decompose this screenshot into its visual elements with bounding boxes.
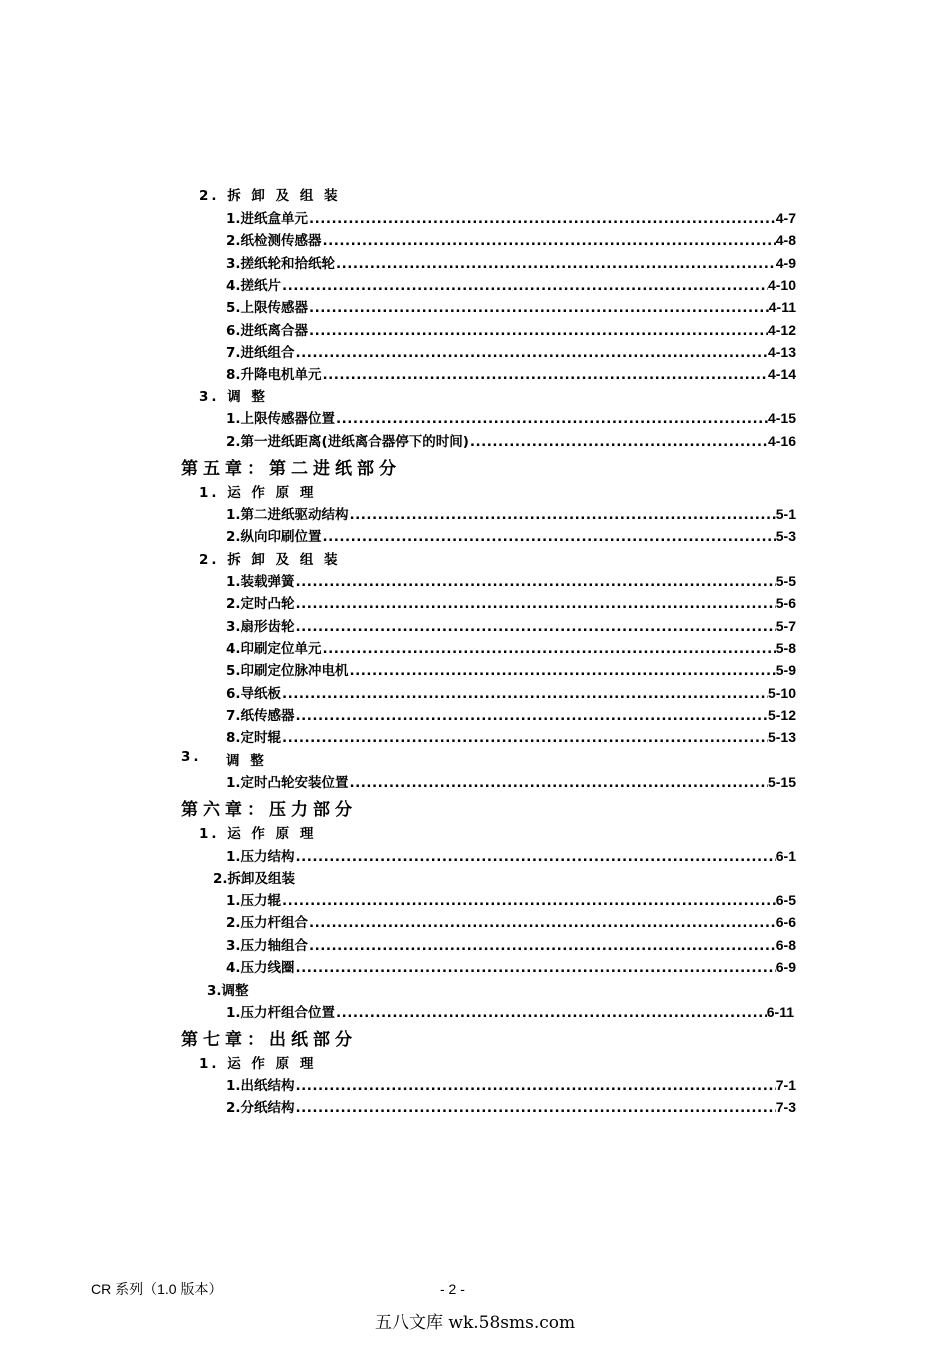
toc-leader-dots <box>281 730 768 746</box>
toc-entry-title: 8.定时辊 <box>226 730 282 747</box>
toc-entry-title: 6.进纸离合器 <box>226 322 309 339</box>
toc-entry-page: 7-1 <box>775 1077 796 1093</box>
toc-entry[interactable] <box>226 229 796 249</box>
toc-leader-dots <box>322 529 776 545</box>
section-heading: 3. 调 整 <box>199 389 268 405</box>
section-heading: 2. 拆 卸 及 组 装 <box>199 188 341 204</box>
toc-entry[interactable] <box>226 1074 796 1094</box>
section-heading: 1. 运 作 原 理 <box>199 1056 317 1072</box>
toc-entry-page: 6-11 <box>766 1004 794 1020</box>
toc-entry-title: 1.进纸盒单元 <box>226 211 309 227</box>
chapter-heading: 第六章：压力部分 <box>181 800 357 820</box>
toc-entry-title: 3.压力轴组合 <box>226 937 309 954</box>
toc-entry[interactable] <box>226 296 796 316</box>
toc-entry-title: 1.出纸结构 <box>226 1078 295 1094</box>
toc-entry[interactable] <box>226 911 796 931</box>
toc-entry-page: 6-6 <box>775 914 796 931</box>
section-heading: 调 整 <box>226 753 267 769</box>
toc-entry-page: 4-7 <box>775 210 796 226</box>
toc-entry-page: 4-13 <box>767 343 796 360</box>
section-heading: 2. 拆 卸 及 组 装 <box>199 552 341 568</box>
toc-leader-dots <box>295 849 776 865</box>
toc-entry[interactable] <box>226 252 796 272</box>
toc-entry-page: 7-3 <box>775 1099 796 1116</box>
toc-entry-page: 6-8 <box>775 936 796 953</box>
toc-entry[interactable] <box>226 592 796 612</box>
section-heading: 3.调整 <box>207 983 249 999</box>
toc-entry-page: 4-15 <box>767 410 796 426</box>
toc-entry[interactable] <box>226 726 796 746</box>
toc-entry[interactable] <box>226 615 796 635</box>
toc-leader-dots <box>295 1078 776 1094</box>
toc-leader-dots <box>281 686 768 702</box>
toc-entry[interactable] <box>226 845 796 865</box>
toc-leader-dots <box>335 256 776 272</box>
toc-entry-page: 5-10 <box>767 684 796 701</box>
toc-entry-title: 1.上限传感器位置 <box>226 411 336 427</box>
toc-entry-title: 2.纸检测传感器 <box>226 233 322 250</box>
toc-entry-title: 2.分纸结构 <box>226 1100 295 1117</box>
toc-entry-title: 4.印刷定位单元 <box>226 640 322 657</box>
toc-entry[interactable] <box>226 934 796 954</box>
toc-entry[interactable] <box>226 341 796 361</box>
toc-entry-page: 5-13 <box>767 729 796 746</box>
toc-leader-dots <box>281 893 776 909</box>
toc-leader-dots <box>349 507 776 523</box>
toc-entry-page: 5-9 <box>775 662 796 679</box>
toc-entry[interactable] <box>226 430 796 450</box>
toc-entry-title: 7.进纸组合 <box>226 344 295 361</box>
toc-leader-dots <box>335 411 768 427</box>
toc-entry-title: 5.印刷定位脉冲电机 <box>226 663 349 680</box>
toc-entry-page: 4-12 <box>767 321 796 338</box>
toc-leader-dots <box>308 300 769 316</box>
toc-entry[interactable] <box>226 570 796 590</box>
toc-leader-dots <box>295 708 768 724</box>
toc-leader-dots <box>322 367 768 383</box>
toc-entry[interactable] <box>226 407 796 427</box>
toc-entry-page: 5-7 <box>775 617 796 634</box>
toc-leader-dots <box>295 960 776 976</box>
toc-entry-title: 2.纵向印刷位置 <box>226 529 322 546</box>
toc-entry-title: 3.搓纸轮和拾纸轮 <box>226 255 336 272</box>
page-number: - 2 - <box>440 1281 465 1297</box>
toc-entry-page: 5-3 <box>775 528 796 545</box>
toc-entry[interactable] <box>226 659 796 679</box>
toc-entry[interactable] <box>226 637 796 657</box>
toc-leader-dots <box>308 211 776 227</box>
toc-entry-title: 4.压力线圈 <box>226 959 295 976</box>
toc-entry-title: 1.第二进纸驱动结构 <box>226 507 349 523</box>
chapter-heading: 第七章：出纸部分 <box>181 1030 357 1050</box>
toc-entry[interactable] <box>226 363 796 383</box>
toc-leader-dots <box>349 775 768 791</box>
toc-entry-page: 5-8 <box>775 639 796 656</box>
section-heading: 1. 运 作 原 理 <box>199 485 317 501</box>
toc-entry-title: 1.压力结构 <box>226 849 295 865</box>
toc-leader-dots <box>295 619 776 635</box>
toc-entry[interactable] <box>226 503 796 523</box>
section-heading: 1. 运 作 原 理 <box>199 826 317 842</box>
toc-entry-title: 2.第一进纸距离(进纸离合器停下的时间) <box>226 433 469 450</box>
toc-leader-dots <box>469 434 768 450</box>
toc-entry-title: 1.压力辊 <box>226 893 282 909</box>
toc-entry-page: 5-12 <box>767 706 796 723</box>
toc-entry-title: 1.装载弹簧 <box>226 574 295 590</box>
footer-version: CR 系列（1.0 版本） <box>91 1281 223 1297</box>
toc-entry-page: 4-9 <box>775 254 796 271</box>
toc-entry-page: 5-1 <box>775 506 796 522</box>
chapter-heading: 第五章：第二进纸部分 <box>181 459 401 479</box>
toc-entry[interactable] <box>226 319 796 339</box>
toc-leader-dots <box>308 915 776 931</box>
toc-leader-dots <box>308 323 768 339</box>
toc-leader-dots <box>295 574 776 590</box>
toc-entry-page: 4-16 <box>767 432 796 449</box>
toc-entry[interactable] <box>226 1001 794 1021</box>
toc-entry-page: 4-8 <box>775 232 796 249</box>
toc-entry-title: 2.压力杆组合 <box>226 915 309 932</box>
section-number: 3. <box>181 749 202 765</box>
toc-entry-title: 7.纸传感器 <box>226 707 295 724</box>
toc-entry-title: 8.升降电机单元 <box>226 367 322 384</box>
toc-entry[interactable] <box>226 889 796 909</box>
toc-entry[interactable] <box>226 274 796 294</box>
toc-entry-page: 4-10 <box>767 276 796 293</box>
toc-leader-dots <box>322 233 776 249</box>
toc-leader-dots <box>335 1005 767 1021</box>
watermark: 五八文库 wk.58sms.com <box>375 1313 576 1333</box>
toc-entry-page: 5-5 <box>775 573 796 589</box>
toc-leader-dots <box>308 938 776 954</box>
toc-entry-page: 6-5 <box>775 892 796 908</box>
toc-leader-dots <box>281 278 768 294</box>
toc-entry[interactable] <box>226 1096 796 1116</box>
toc-entry-page: 6-9 <box>775 958 796 975</box>
toc-entry-title: 5.上限传感器 <box>226 300 309 317</box>
toc-entry-title: 2.定时凸轮 <box>226 596 295 613</box>
toc-entry[interactable] <box>226 207 796 227</box>
toc-entry-page: 4-11 <box>768 299 796 316</box>
toc-entry-title: 1.定时凸轮安装位置 <box>226 775 349 791</box>
toc-leader-dots <box>295 596 776 612</box>
toc-entry[interactable] <box>226 525 796 545</box>
toc-entry[interactable] <box>226 771 796 791</box>
toc-entry-title: 3.扇形齿轮 <box>226 618 295 635</box>
toc-entry[interactable] <box>226 704 796 724</box>
toc-leader-dots <box>295 1100 776 1116</box>
toc-leader-dots <box>349 663 776 679</box>
toc-entry[interactable] <box>226 682 796 702</box>
toc-entry-title: 4.搓纸片 <box>226 277 282 294</box>
toc-entry-page: 6-1 <box>775 848 796 864</box>
toc-entry-page: 4-14 <box>767 366 796 383</box>
toc-entry[interactable] <box>226 956 796 976</box>
toc-entry-page: 5-15 <box>767 774 796 790</box>
section-heading: 2.拆卸及组装 <box>213 871 296 887</box>
toc-leader-dots <box>295 345 768 361</box>
toc-entry-title: 1.压力杆组合位置 <box>226 1005 336 1021</box>
toc-leader-dots <box>322 641 776 657</box>
toc-entry-title: 6.导纸板 <box>226 685 282 702</box>
toc-entry-page: 5-6 <box>775 595 796 612</box>
